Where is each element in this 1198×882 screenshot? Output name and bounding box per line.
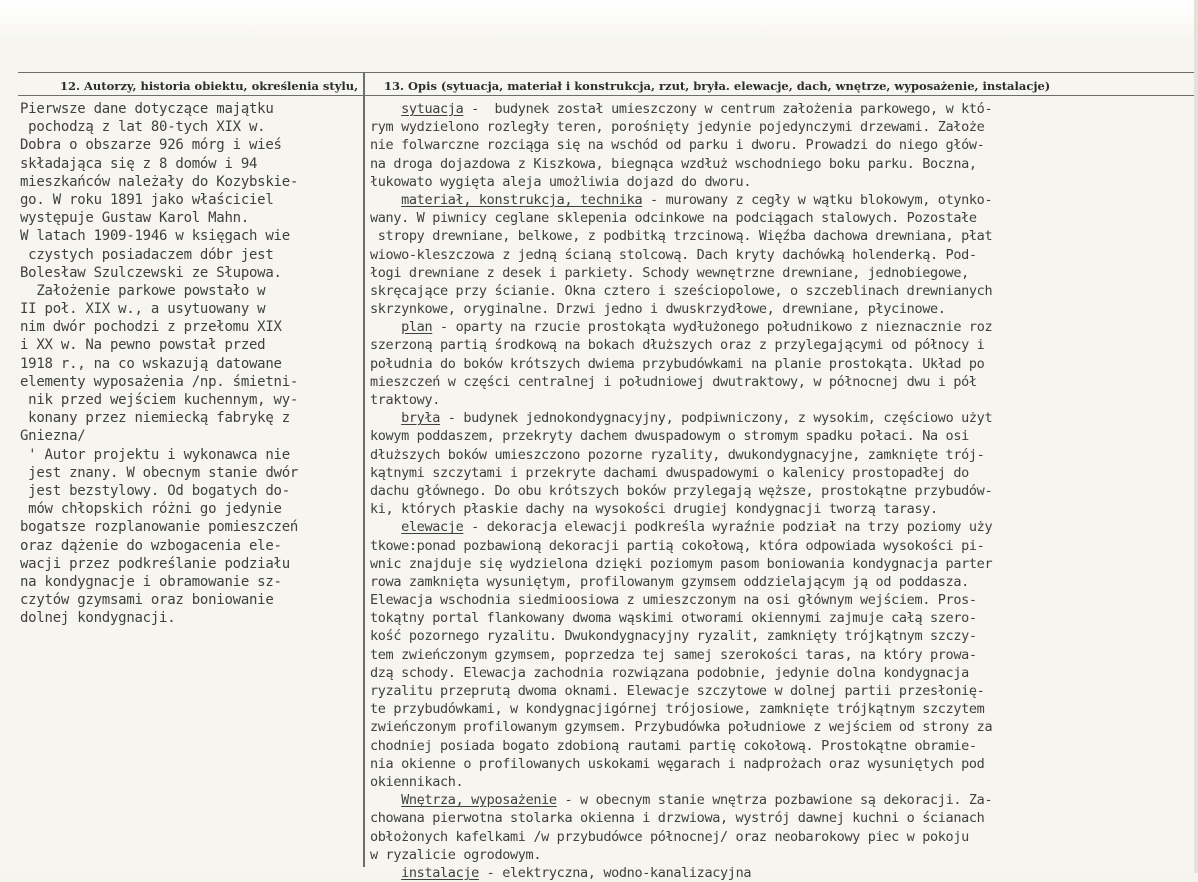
history-line: Dobra o obszarze 926 mórg i wieś xyxy=(20,137,282,154)
description-line: łogi drewniane z desek i parkiety. Schody wewnętrzne drewniane, jednobiegowe, xyxy=(370,264,969,281)
section-12-header: 12. Autorzy, historia obiektu, określenia stylu, xyxy=(60,79,359,93)
description-line: traktowy. xyxy=(370,392,440,408)
description-line: Wnętrza, wyposażenie - w obecnym stanie wnętrza pozbawione są dekoracji. Za- xyxy=(401,792,993,809)
description-line: materiał, konstrukcja, technika - murowany z cegły w wątku blokowym, otynko- xyxy=(401,191,993,208)
description-line: skręcające przy ścianie. Okna cztero i sześciopolowe, o szczeblinach drewnianych xyxy=(370,282,993,299)
history-line: składająca się z 8 domów i 94 xyxy=(20,155,258,172)
description-line: chowana pierwotna stolarka okienna i drzwiowa, wystrój dawnej kuchni o ścianach xyxy=(370,810,985,827)
description-line: wiowo-kleszczowa z jedną ścianą stolcową. Dach kryty dachówką holenderką. Pod- xyxy=(370,246,977,263)
history-line: jest znany. W obecnym stanie dwór xyxy=(20,464,299,481)
section-heading: bryła xyxy=(401,410,441,427)
description-line: okiennikach. xyxy=(370,773,464,790)
paper-top-margin xyxy=(0,0,1198,40)
history-line: bogatsze rozplanowanie pomieszczeń xyxy=(20,519,299,536)
history-line: dolnej kondygnacji. xyxy=(20,610,176,627)
history-line: mieszkańców należały do Kozybskie- xyxy=(20,173,299,190)
description-line: kątnymi szczytami i przekryte dachami dwuspadowymi o kalenicy prostopadłej do xyxy=(370,464,969,481)
section-heading: sytuacja xyxy=(401,101,464,117)
section-heading: instalacje xyxy=(401,864,479,881)
description-line: zwieńczonym profilowanym gzymsem. Przybudówka południowe z wejściem od strony za xyxy=(370,719,993,736)
paper-right-edge xyxy=(1194,0,1198,873)
history-line: nim dwór pochodzi z przełomu XIX xyxy=(20,319,282,336)
history-line: wacji przez podkreślanie podziału xyxy=(20,555,290,572)
description-line: obłożonych kafelkami /w przybudówce północnej/ oraz neobarokowy piec w pokoju xyxy=(370,828,969,845)
history-text-column xyxy=(20,100,298,627)
top-rule xyxy=(18,72,1194,73)
description-line: wany. W piwnicy ceglane sklepenia odcinkowe na podciągach stalowych. Pozostałe xyxy=(370,210,977,227)
description-line: skrzynkowe, oryginalne. Drzwi jedno i dwuskrzydłowe, drewniane, płycinowe. xyxy=(370,301,946,318)
description-line: elewacje - dekoracja elewacji podkreśla wyraźnie podział na trzy poziomy uży xyxy=(401,519,993,536)
history-line: elementy wyposażenia /np. śmietni- xyxy=(20,373,299,390)
history-line: pochodzą z lat 80-tych XIX w. xyxy=(20,119,266,136)
history-line: Pierwsze dane dotyczące majątku xyxy=(20,101,274,117)
history-line: Gniezna/ xyxy=(20,428,86,445)
history-line: i XX w. Na pewno powstał przed xyxy=(20,337,266,354)
description-line: bryła - budynek jednokondygnacyjny, podpiwniczony, z wysokim, częściowo użyt xyxy=(401,410,993,427)
history-line: Założenie parkowe powstało w xyxy=(20,282,266,299)
history-line: nik przed wejściem kuchennym, wy- xyxy=(20,392,299,408)
description-line: chodniej posiada bogato zdobioną rautami partię cokołową. Prostokątne obramie- xyxy=(370,737,977,754)
history-line: na kondygnacje i obramowanie sz- xyxy=(20,573,282,590)
section-heading: Wnętrza, wyposażenie xyxy=(401,792,557,809)
history-line: jest bezstylowy. Od bogatych do- xyxy=(20,482,290,499)
description-line: tem zwieńczonym gzymsem, poprzedza tej samej szerokości taras, na który prowa- xyxy=(370,646,977,663)
section-heading: plan xyxy=(401,319,433,336)
description-line: kowym poddaszem, przekryty dachem dwuspadowym o stromym spadku połaci. Na osi xyxy=(370,428,969,445)
description-line: mieszczeń w części centralnej i południowej dwutraktowy, w północnej dwu i pół xyxy=(370,373,977,390)
history-line: Bolesław Szulczewski ze Słupowa. xyxy=(20,264,282,281)
header-rule xyxy=(18,95,1194,96)
description-line: rowa zamknięta wysuniętym, profilowanym gzymsem oddzielającym ją od poddasza. xyxy=(370,573,969,590)
history-line: go. W roku 1891 jako właściciel xyxy=(20,191,274,208)
description-line: ryzalitu przeprutą dwoma oknami. Elewacje szczytowe w dolnej partii przesłonię- xyxy=(370,683,985,699)
history-line: mów chłopskich różni go jedynie xyxy=(20,501,282,518)
description-line: na droga dojazdowa z Kiszkowa, biegnąca wzdłuż wschodniego boku parku. Boczna, xyxy=(370,155,977,172)
description-line: szerzoną partią środkową na bokach dłuższych oraz z przylegającymi od północy i xyxy=(370,337,985,354)
description-line: instalacje - elektryczna, wodno-kanalizacyjna xyxy=(401,864,752,881)
history-line: ' Autor projektu i wykonawca nie xyxy=(20,446,290,463)
history-line: II poł. XIX w., a usytuowany w xyxy=(20,301,266,318)
description-line: tokątny portal flankowany dwoma wąskimi otworami okiennymi zajmuje całą szero- xyxy=(370,610,977,627)
description-line: dachu głównego. Do obu krótszych boków przylegają węższe, prostokątne przybudów- xyxy=(370,482,993,499)
history-line: czytów gzymsami oraz boniowanie xyxy=(20,592,274,609)
description-line: nia okienne o profilowanych uskokami węgarach i nadprożach oraz wysuniętych pod xyxy=(370,755,985,772)
history-line: oraz dążenie do wzbogacenia ele- xyxy=(20,537,282,554)
history-line: konany przez niemiecką fabrykę z xyxy=(20,410,290,427)
description-line: w ryzalicie ogrodowym. xyxy=(370,846,542,863)
history-line: 1918 r., na co wskazują datowane xyxy=(20,355,282,372)
description-line: dzą schody. Elewacja zachodnia rozwiązana podobnie, jedynie dolna kondygnacja xyxy=(370,664,969,681)
description-line: sytuacja - budynek został umieszczony w centrum założenia parkowego, w któ- xyxy=(401,101,993,117)
description-line: kość pozornego ryzalitu. Dwukondygnacyjny ryzalit, zamknięty trójkątnym szczy- xyxy=(370,628,977,645)
column-divider xyxy=(363,72,365,867)
section-heading: materiał, konstrukcja, technika xyxy=(401,191,643,208)
description-line: te przybudówkami, w kondygnacjigórnej trójosiowe, zamknięte trójkątnym szczytem xyxy=(370,701,985,718)
section-13-header: 13. Opis (sytuacja, materiał i konstrukcja, rzut, bryła. elewacje, dach, wnętrze, wyposażenie, instalacje) xyxy=(384,79,1051,93)
description-line: stropy drewniane, belkowe, z podbitką trzcinową. Więźba dachowa drewniana, płat xyxy=(370,228,993,245)
history-line: czystych posiadaczem dóbr jest xyxy=(20,246,274,263)
description-line: Elewacja wschodnia siedmioosiowa z umieszczonym na osi głównym wejściem. Pros- xyxy=(370,592,977,609)
description-line: łukowato wygięta aleja umożliwia dojazd do dworu. xyxy=(370,173,752,190)
description-line: tkowe:ponad pozbawioną dekoracji partią cokołową, która odpowiada wysokości pi- xyxy=(370,537,985,554)
description-line: rym wydzielono rozległy teren, porośnięty jedynie pojedynczymi drzewami. Założe xyxy=(370,119,985,136)
description-text-column xyxy=(370,100,992,882)
history-line: występuje Gustaw Karol Mahn. xyxy=(20,210,250,227)
section-heading: elewacje xyxy=(401,519,464,536)
description-line: plan - oparty na rzucie prostokąta wydłużonego południkowo z nieznacznie roz xyxy=(401,319,993,336)
description-line: dłuższych boków umieszczono pozorne ryzality, dwukondygnacyjne, zamknięte trój- xyxy=(370,446,985,463)
description-line: południa do boków krótszych dwiema przybudówkami na planie prostokąta. Układ po xyxy=(370,355,985,372)
history-line: W latach 1909-1946 w księgach wie xyxy=(20,228,290,245)
description-line: wnic znajduje się wydzielona dzięki poziomym pasom boniowania kondygnacja parter xyxy=(370,555,993,572)
description-line: ki, których płaskie dachy na wysokości drugiej kondygnacji tworzą tarasy. xyxy=(370,501,938,518)
description-line: nie folwarczne rozciąga się na wschód od parku i dworu. Prowadzi do niego głów- xyxy=(370,137,985,154)
